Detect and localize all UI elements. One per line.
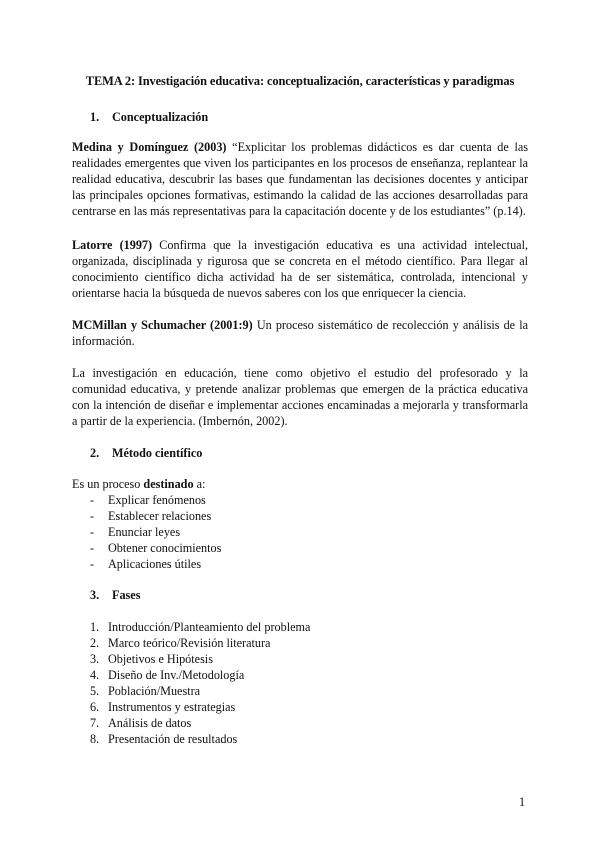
list-item: - Establecer relaciones <box>90 509 212 523</box>
list-number: 7. <box>90 716 100 730</box>
paragraph-mcmillan <box>72 317 528 349</box>
bullet-marker: - <box>90 509 95 523</box>
section-title: Conceptualización <box>112 110 209 124</box>
list-item: 4. Diseño de Inv./Metodología <box>90 668 245 682</box>
section-heading-conceptualizacion <box>90 110 208 125</box>
paragraph-text: Confirma que la investigación educativa es una actividad intelectual, organizada, disciplinada y rigurosa que se concreta en el método científico. Para llegar al conocimiento científico dicha actividad ha de ser sistemática, controlada, intencional y orientarse hacia la búsqueda de nuevos saberes con los que enriquecer la ciencia. <box>72 238 529 300</box>
phases-list <box>90 619 310 747</box>
bullet-marker: - <box>90 493 95 507</box>
document-title: TEMA 2: Investigación educativa: conceptualización, características y paradigmas <box>85 74 515 88</box>
list-item: 6. Instrumentos y estrategias <box>90 700 236 714</box>
list-number: 1. <box>90 620 100 634</box>
list-item: - Aplicaciones útiles <box>90 557 202 571</box>
list-item: 5. Población/Muestra <box>90 684 201 698</box>
paragraph-latorre <box>72 237 528 301</box>
list-item: 7. Análisis de datos <box>90 716 192 730</box>
citation-author: Latorre (1997) <box>72 238 153 252</box>
citation-author: Medina y Domínguez (2003) <box>72 140 227 154</box>
paragraph-imbernon <box>72 365 528 429</box>
list-number: 2. <box>90 636 100 650</box>
section-heading-fases <box>90 588 140 603</box>
list-item: - Enunciar leyes <box>90 525 181 539</box>
list-item: 3. Objetivos e Hipótesis <box>90 652 213 666</box>
list-item: 2. Marco teórico/Revisión literatura <box>90 636 271 650</box>
bullet-marker: - <box>90 541 95 555</box>
paragraph-medina <box>72 139 528 219</box>
section-number: 1. <box>90 110 100 124</box>
list-item: 1. Introducción/Planteamiento del problema <box>90 620 311 634</box>
list-number: 8. <box>90 732 100 746</box>
bullet-marker: - <box>90 557 95 571</box>
list-item: - Obtener conocimientos <box>90 541 222 555</box>
section-number: 2. <box>90 446 100 460</box>
method-intro: Es un proceso destinado a: <box>72 477 206 491</box>
list-number: 5. <box>90 684 100 698</box>
list-item: 8. Presentación de resultados <box>90 732 238 746</box>
paragraph-text: Un proceso sistemático de recolección y análisis de la información. <box>72 318 528 348</box>
emphasis: destinado <box>143 477 194 491</box>
list-number: 4. <box>90 668 100 682</box>
section-heading-metodo <box>90 446 202 461</box>
list-number: 3. <box>90 652 100 666</box>
list-number: 6. <box>90 700 100 714</box>
paragraph-text: “Explicitar los problemas didácticos es dar cuenta de las realidades emergentes que viven los participantes en los procesos de enseñanza, replantear la realidad educativa, descubrir las bases que fundamentan las decisiones docentes y anticipar las principales opciones formativas, estimando la calidad de las acciones desarrolladas para centrarse en las más representativas para la capacitación docente y de los estudiantes” (p.14). <box>72 140 529 218</box>
paragraph-text: La investigación en educación, tiene como objetivo el estudio del profesorado y la comunidad educativa, y pretende analizar problemas que emergen de la práctica educativa con la intención de diseñar e implementar acciones encaminadas a mejorarla y transformarla a partir de la experiencia. (Imbernón, 2002). <box>72 366 528 428</box>
section-number: 3. <box>90 588 100 602</box>
citation-author: MCMillan y Schumacher (2001:9) <box>72 318 253 332</box>
list-item: - Explicar fenómenos <box>90 493 206 507</box>
method-list <box>90 492 221 572</box>
page-number: 1 <box>519 795 526 809</box>
bullet-marker: - <box>90 525 95 539</box>
section-title: Fases <box>112 588 141 602</box>
section-title: Método científico <box>112 446 203 460</box>
